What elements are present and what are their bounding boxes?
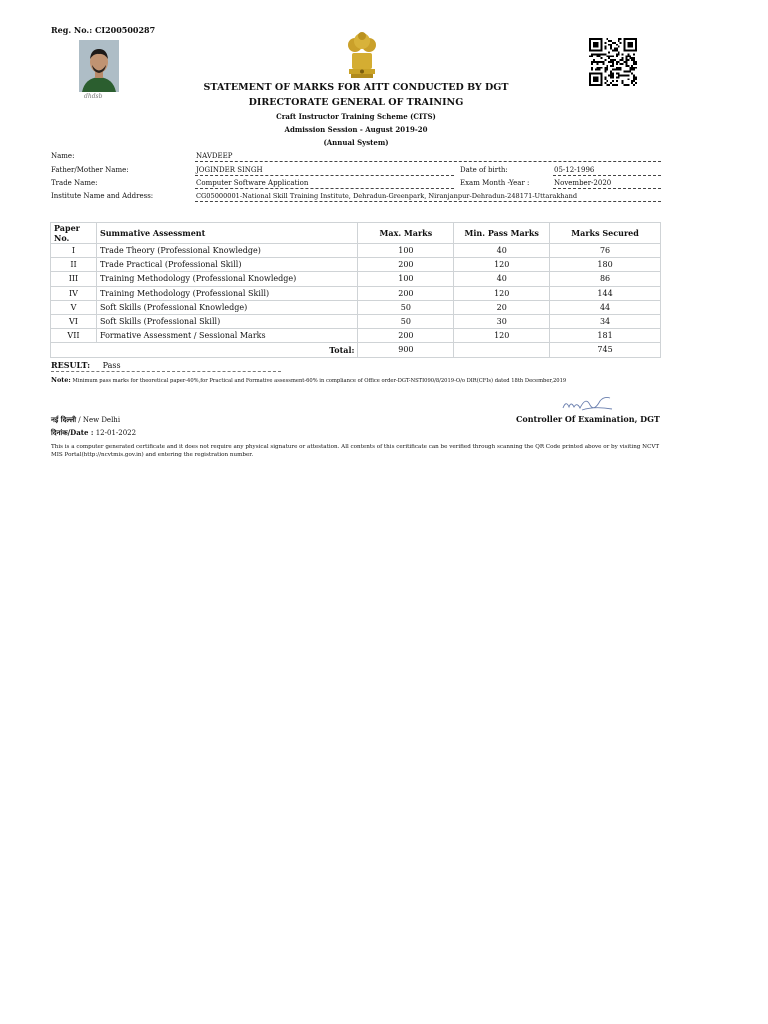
min-pass-marks: 40 — [454, 244, 550, 258]
assessment-name: Training Methodology (Professional Knowledge) — [96, 272, 358, 286]
note-text: Minimum pass marks for theoretical paper-40%,for Practical and Formative assessment-60% in compliance of Office order-DGT-NSTI090/8/2019-O/o DIR(CFIs) dated 18th December,2019 — [72, 378, 567, 384]
parent-label: Father/Mother Name: — [51, 166, 129, 174]
paper-no: I — [51, 244, 97, 258]
assessment-name: Formative Assessment / Sessional Marks — [96, 329, 358, 343]
total-label: Total: — [51, 343, 358, 357]
min-pass-marks: 120 — [454, 286, 550, 300]
name-value: NAVDEEP — [195, 151, 661, 162]
date-label: /Date : — [67, 428, 94, 437]
table-row — [51, 329, 661, 343]
reg-value: CI200500287 — [94, 25, 156, 35]
registration-number — [51, 25, 155, 35]
marks-secured: 181 — [550, 329, 661, 343]
max-marks: 100 — [358, 272, 454, 286]
candidate-photo — [79, 40, 119, 92]
total-min-pass — [454, 343, 550, 357]
result-label: RESULT: — [51, 360, 91, 370]
exam-label: Exam Month -Year : — [460, 179, 530, 187]
assessment-name: Trade Practical (Professional Skill) — [96, 258, 358, 272]
system-type: (Annual System) — [323, 138, 389, 147]
marks-secured: 180 — [550, 258, 661, 272]
marks-table — [50, 222, 661, 358]
photo-signature: dhdsb — [84, 93, 103, 100]
max-marks: 200 — [358, 329, 454, 343]
header-min-pass: Min. Pass Marks — [454, 223, 550, 244]
marks-secured: 34 — [550, 314, 661, 328]
table-row — [51, 286, 661, 300]
table-row — [51, 272, 661, 286]
table-row — [51, 258, 661, 272]
assessment-name: Training Methodology (Professional Skill) — [96, 286, 358, 300]
max-marks: 200 — [358, 286, 454, 300]
reg-label: Reg. No.: — [51, 25, 93, 35]
paper-no: V — [51, 300, 97, 314]
controller-title: Controller Of Examination, DGT — [516, 414, 660, 424]
date-hindi: दिनांक — [51, 428, 68, 437]
title-directorate: DIRECTORATE GENERAL OF TRAINING — [248, 97, 464, 108]
table-row — [51, 244, 661, 258]
min-pass-marks: 30 — [454, 314, 550, 328]
marks-secured: 144 — [550, 286, 661, 300]
place — [51, 415, 120, 425]
max-marks: 50 — [358, 300, 454, 314]
header-max-marks: Max. Marks — [358, 223, 454, 244]
institute-value: CG05000001-National Skill Training Institute, Dehradun-Greenpark, Niranjanpur-Dehradun-248171-Uttarakhand — [195, 191, 661, 202]
dob-value: 05-12-1996 — [553, 165, 661, 176]
trade-value: Computer Software Application — [195, 178, 454, 189]
assessment-name: Soft Skills (Professional Knowledge) — [96, 300, 358, 314]
result-underline — [51, 371, 281, 372]
assessment-name: Soft Skills (Professional Skill) — [96, 314, 358, 328]
table-row — [51, 314, 661, 328]
footer-disclaimer: This is a computer generated certificate and it does not require any physical signature or attestation. All contents of this ceritificate can be verified through scanning the QR Code printed above or by visiting NCVT MIS Portal(http://ncvtmis.gov.in) and entering the registration number. — [51, 444, 660, 458]
title-statement: STATEMENT OF MARKS FOR AITT CONDUCTED BY DGT — [203, 82, 509, 93]
marks-secured: 76 — [550, 244, 661, 258]
note-label: Note: — [51, 376, 71, 384]
header-assessment: Summative Assessment — [96, 223, 358, 244]
paper-no: IV — [51, 286, 97, 300]
date-value: 12-01-2022 — [95, 429, 137, 437]
total-row — [51, 343, 661, 357]
place-separator: / — [76, 416, 83, 424]
min-pass-marks: 120 — [454, 258, 550, 272]
max-marks: 100 — [358, 244, 454, 258]
result — [51, 360, 121, 370]
paper-no: II — [51, 258, 97, 272]
min-pass-marks: 40 — [454, 272, 550, 286]
admission-session: Admission Session - August 2019-20 — [284, 125, 428, 134]
total-marks-secured: 745 — [550, 343, 661, 357]
paper-no: VI — [51, 314, 97, 328]
max-marks: 50 — [358, 314, 454, 328]
note — [51, 376, 566, 384]
result-value: Pass — [102, 361, 121, 370]
place-hindi: नई दिल्ली — [51, 415, 77, 424]
assessment-name: Trade Theory (Professional Knowledge) — [96, 244, 358, 258]
header-marks-secured: Marks Secured — [550, 223, 661, 244]
qr-code-icon — [589, 38, 637, 86]
issue-date — [51, 428, 136, 438]
table-row — [51, 300, 661, 314]
dob-label: Date of birth: — [460, 166, 508, 174]
min-pass-marks: 120 — [454, 329, 550, 343]
marks-secured: 44 — [550, 300, 661, 314]
scheme-name: Craft Instructor Training Scheme (CITS) — [276, 112, 436, 121]
min-pass-marks: 20 — [454, 300, 550, 314]
institute-label: Institute Name and Address: — [51, 192, 154, 200]
table-header-row — [51, 223, 661, 244]
parent-value: JOGINDER SINGH — [195, 165, 454, 176]
place-english: New Delhi — [82, 416, 121, 424]
exam-value: November-2020 — [553, 178, 661, 189]
max-marks: 200 — [358, 258, 454, 272]
paper-no: VII — [51, 329, 97, 343]
trade-label: Trade Name: — [51, 179, 98, 187]
total-max-marks: 900 — [358, 343, 454, 357]
header-paper-no: Paper No. — [51, 223, 97, 244]
national-emblem-icon — [344, 29, 380, 81]
paper-no: III — [51, 272, 97, 286]
controller-signature-icon — [560, 392, 615, 416]
name-label: Name: — [51, 152, 75, 160]
marks-secured: 86 — [550, 272, 661, 286]
